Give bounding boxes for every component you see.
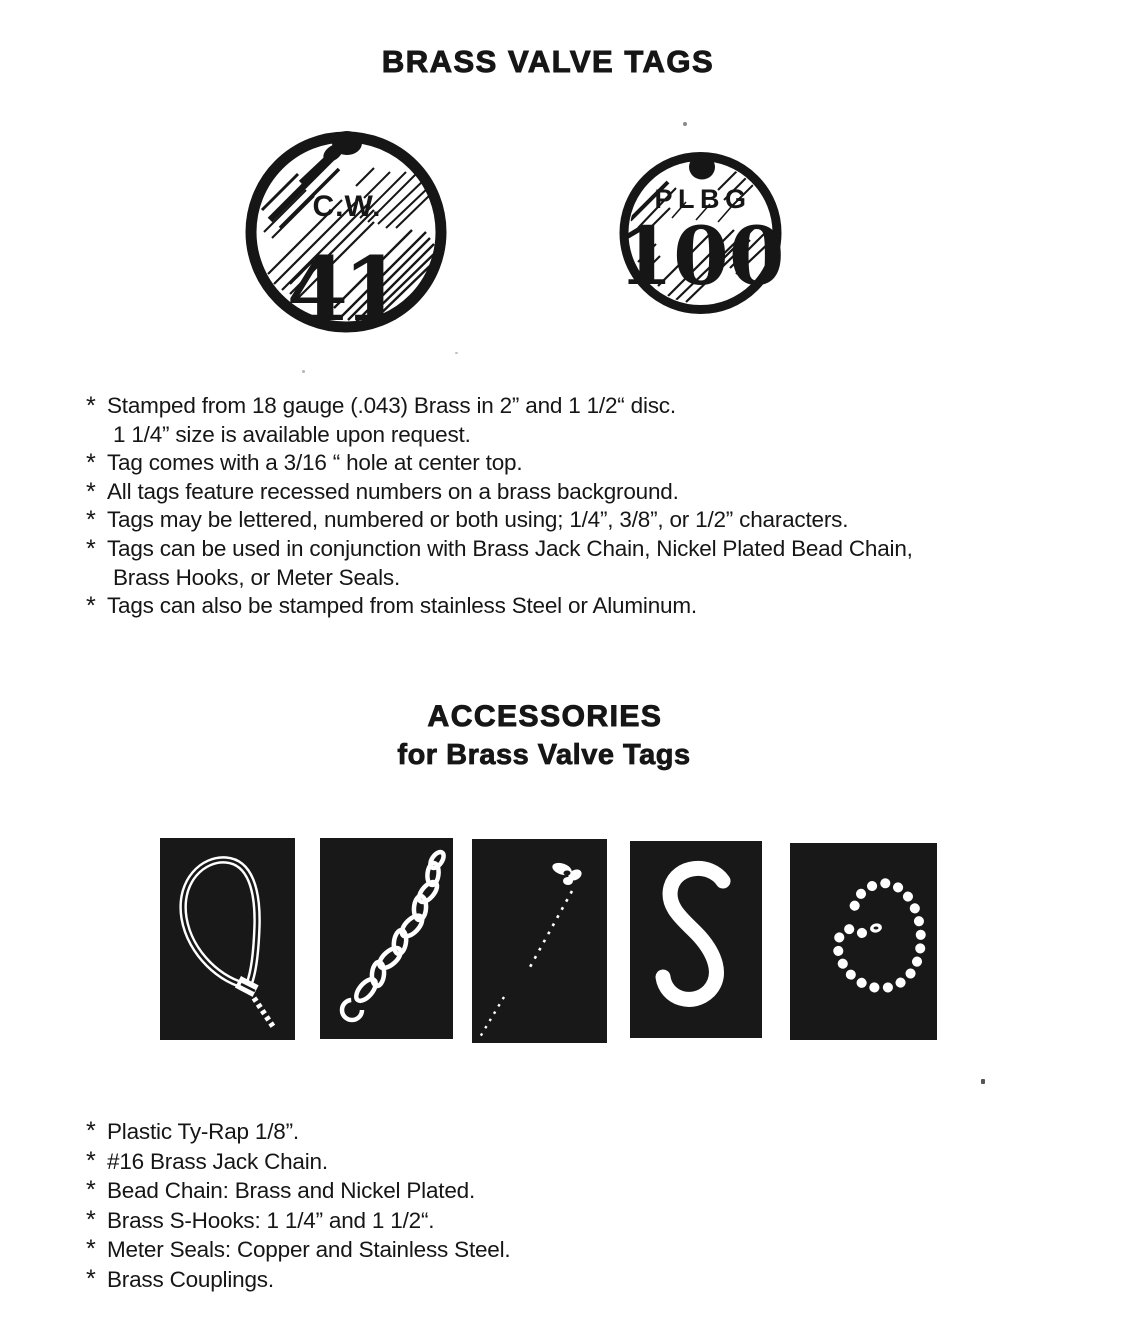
bullet-star: * [86,592,96,621]
list-item [86,478,1046,507]
bullet-star: * [86,506,96,535]
bullet-star: * [86,1205,96,1234]
scan-speck [302,370,305,373]
list-item [86,1176,686,1206]
bullet-star: * [86,449,96,478]
accessory-panel-jack-chain [320,838,453,1039]
accessories-title: ACCESSORIES [427,700,663,733]
bullet-star: * [86,1117,96,1145]
list-item-text: 1 1/4” size is available upon request. [113,421,471,447]
list-item-text: Tags can be used in conjunction with Brass Jack Chain, Nickel Plated Bead Chain, [107,535,913,561]
accessory-panel-plastic-ty-rap [160,838,295,1040]
list-item [86,564,1046,593]
bullet-star: * [86,1146,96,1175]
list-item-text: Brass Hooks, or Meter Seals. [113,564,400,590]
scan-speck [683,122,687,126]
brass-tag-cw-41 [240,126,452,338]
accessory-panel-bead-chain [790,843,937,1040]
list-item [86,449,1046,478]
scan-speck [981,1079,985,1084]
tag-hole [689,155,715,180]
list-item-text: Meter Seals: Copper and Stainless Steel. [107,1237,511,1263]
tag-label: PLBG [654,184,752,214]
list-item-text: Bead Chain: Brass and Nickel Plated. [107,1178,476,1204]
list-item-text: Brass Couplings. [107,1266,274,1292]
bead-chain-icon [790,843,937,1040]
list-item [86,1147,686,1177]
bullet-star: * [86,477,96,506]
list-item [86,1265,686,1295]
list-item [86,1117,686,1147]
meter-seal-icon [472,839,607,1043]
brass-tag-plbg-100 [612,144,789,322]
bullet-star: * [86,1264,96,1293]
tag-number: 41 [286,237,400,338]
tag-number: 100 [617,209,785,303]
scan-speck [455,352,458,354]
list-item-text: Tag comes with a 3/16 “ hole at center top. [107,450,523,476]
s-hook-icon [630,841,762,1038]
list-item-text: #16 Brass Jack Chain. [107,1148,328,1174]
accessory-panel-meter-seal [472,839,607,1043]
jack-chain-icon [320,838,453,1039]
list-item-text: Stamped from 18 gauge (.043) Brass in 2” and 1 1/2“ disc. [107,393,676,418]
accessories-subtitle: for Brass Valve Tags [397,739,691,771]
accessory-panel-s-hook [630,841,762,1038]
accessories-list [86,1117,686,1295]
tag-features-list [86,392,1046,621]
list-item-text: Brass S-Hooks: 1 1/4” and 1 1/2“. [107,1207,435,1233]
list-item [86,392,1046,421]
list-item [86,1206,686,1236]
list-item [86,535,1046,564]
list-item [86,506,1046,535]
list-item-text: Plastic Ty-Rap 1/8”. [107,1119,299,1144]
ty-rap-icon [160,838,295,1040]
page-title: BRASS VALVE TAGS [381,44,715,79]
list-item [86,1235,686,1265]
list-item-text: Tags can also be stamped from stainless Steel or Aluminum. [107,593,697,619]
list-item [86,592,1046,621]
tag-label: C.W. [312,190,382,223]
bullet-star: * [86,534,96,563]
bullet-star: * [86,1235,96,1264]
bullet-star: * [86,1176,96,1205]
list-item-text: All tags feature recessed numbers on a brass background. [107,478,679,504]
list-item [86,421,1046,450]
list-item-text: Tags may be lettered, numbered or both using; 1/4”, 3/8”, or 1/2” characters. [107,507,849,533]
bullet-star: * [86,392,96,420]
